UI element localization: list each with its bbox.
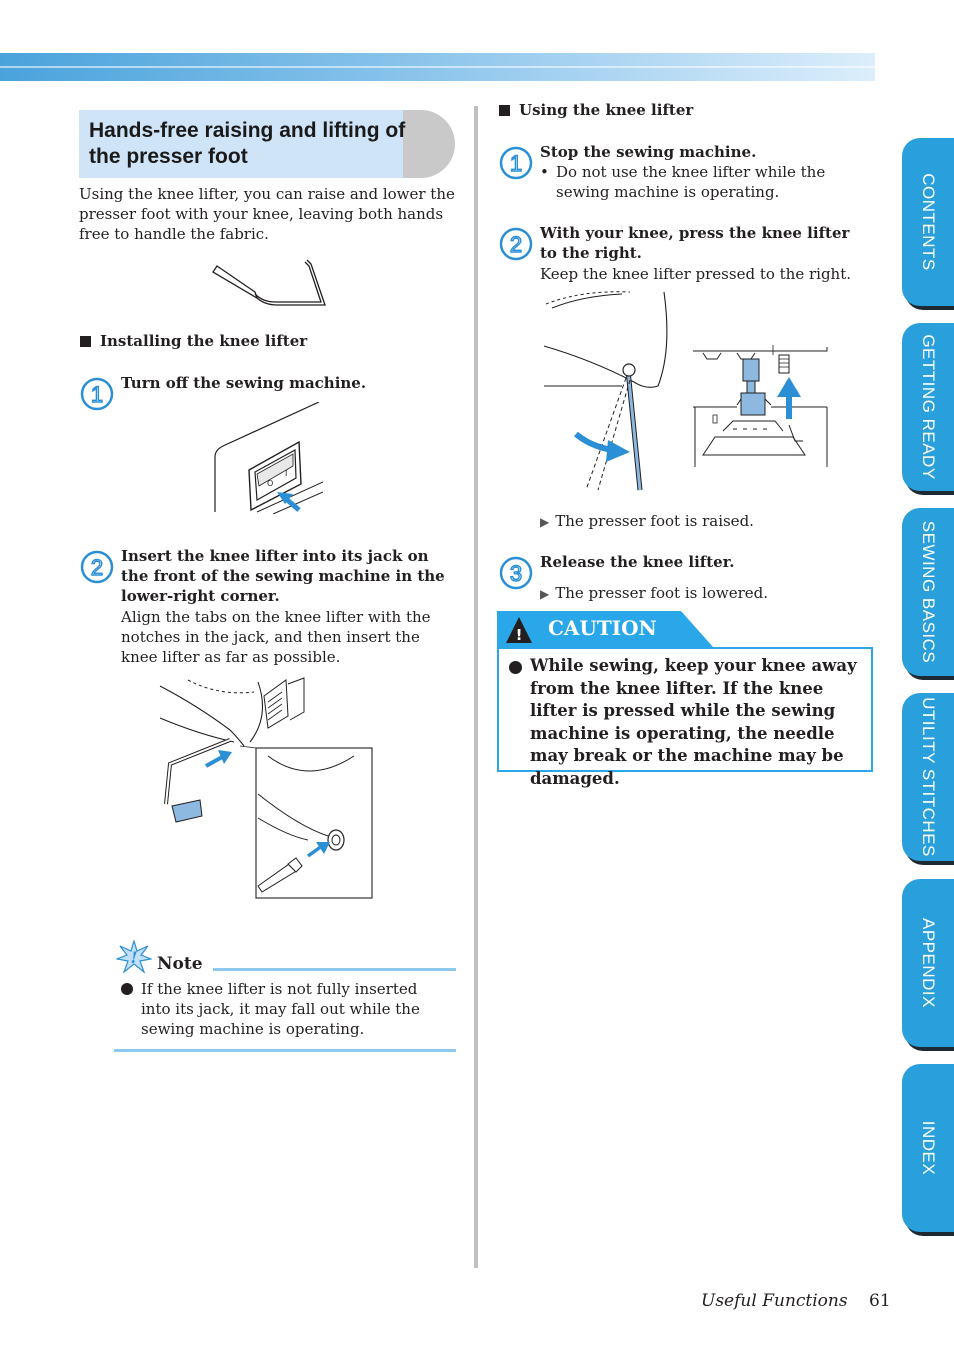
step-2-body: Align the tabs on the knee lifter with the notches in the jack, and then insert the knee lifter as far as possible. [121,608,431,666]
svg-text:!: ! [515,626,523,644]
tab-utility-stitches[interactable] [902,693,954,861]
right-step-3-title: Release the knee lifter. [540,553,735,571]
tab-appendix-label: APPENDIX [919,918,938,1008]
step-2-title: Insert the knee lifter into its jack on the front of the sewing machine in the lower-right corner. [121,547,445,605]
tab-utility-stitches-label: UTILITY STITCHES [919,697,938,857]
svg-text:!: ! [130,948,138,967]
note-bullet [121,983,133,995]
column-divider [474,106,478,1268]
footer-section: Useful Functions [701,1291,848,1311]
header-band [0,53,875,81]
tab-sewing-basics-label: SEWING BASICS [919,520,938,664]
knee-lifter-jack-illustration [158,676,376,900]
page-number: 61 [869,1291,891,1311]
right-step-3-number [498,555,534,591]
tab-sewing-basics[interactable] [902,508,954,676]
knee-lifter-illustration [205,258,331,308]
tab-appendix[interactable] [902,879,954,1047]
svg-text:3: 3 [509,561,523,586]
note-text: If the knee lifter is not fully inserted into its jack, it may fall out while the sewing machine is operating. [141,980,420,1038]
step-1-title: Turn off the sewing machine. [121,374,367,392]
tab-contents[interactable] [902,138,954,306]
note-bottom-rule [114,1049,456,1052]
right-step-2-title: With your knee, press the knee lifter to the right. [540,224,850,262]
tab-getting-ready-label: GETTING READY [919,334,938,480]
tab-contents-label: CONTENTS [919,173,938,271]
step-2-number [79,549,115,585]
section-title: Hands-free raising and lifting of the presser foot [89,119,406,168]
right-step-2-body: Keep the knee lifter pressed to the right. [540,265,852,283]
page-footer [701,1291,891,1311]
note-divider [213,968,456,971]
svg-text:O: O [267,479,274,488]
knee-press-illustration [542,290,672,492]
note-title: Note [157,954,203,974]
svg-text:1: 1 [90,382,104,407]
result-arrow-icon: ▶ [540,515,550,529]
tab-index[interactable] [902,1064,954,1232]
svg-text:I: I [285,469,288,478]
right-step-1-title: Stop the sewing machine. [540,143,757,161]
power-switch-illustration [213,402,323,514]
installing-heading: Installing the knee lifter [80,332,307,350]
tab-index-label: INDEX [919,1120,938,1176]
right-step-1-bullet: Do not use the knee lifter while the sewing machine is operating. [556,163,826,201]
right-step-2-result: ▶ The presser foot is raised. [540,512,754,530]
svg-text:2: 2 [509,232,523,257]
right-step-2-number [498,226,534,262]
presser-foot-illustration [693,345,829,469]
using-heading: Using the knee lifter [499,101,693,119]
right-step-1-number [498,145,534,181]
svg-text:1: 1 [509,151,523,176]
caution-tab [497,611,713,647]
intro-text: Using the knee lifter, you can raise and lower the presser foot with your knee, leaving both hands free to handle the fabric. [79,185,455,243]
svg-text:2: 2 [90,555,104,580]
caution-text: While sewing, keep your knee away from the knee lifter. If the knee lifter is pressed while the sewing machine is operating, the needle may break or the machine may be damaged. [530,656,857,788]
step-1-number [79,376,115,412]
caution-label: CAUTION [548,616,657,640]
note-icon [116,940,152,974]
caution-bullet [509,661,522,674]
result-arrow-icon: ▶ [540,587,550,601]
section-heading [79,110,455,178]
tab-getting-ready[interactable] [902,323,954,491]
right-step-1-bullet-dot: • [540,163,549,181]
right-step-3-result: ▶ The presser foot is lowered. [540,584,769,602]
